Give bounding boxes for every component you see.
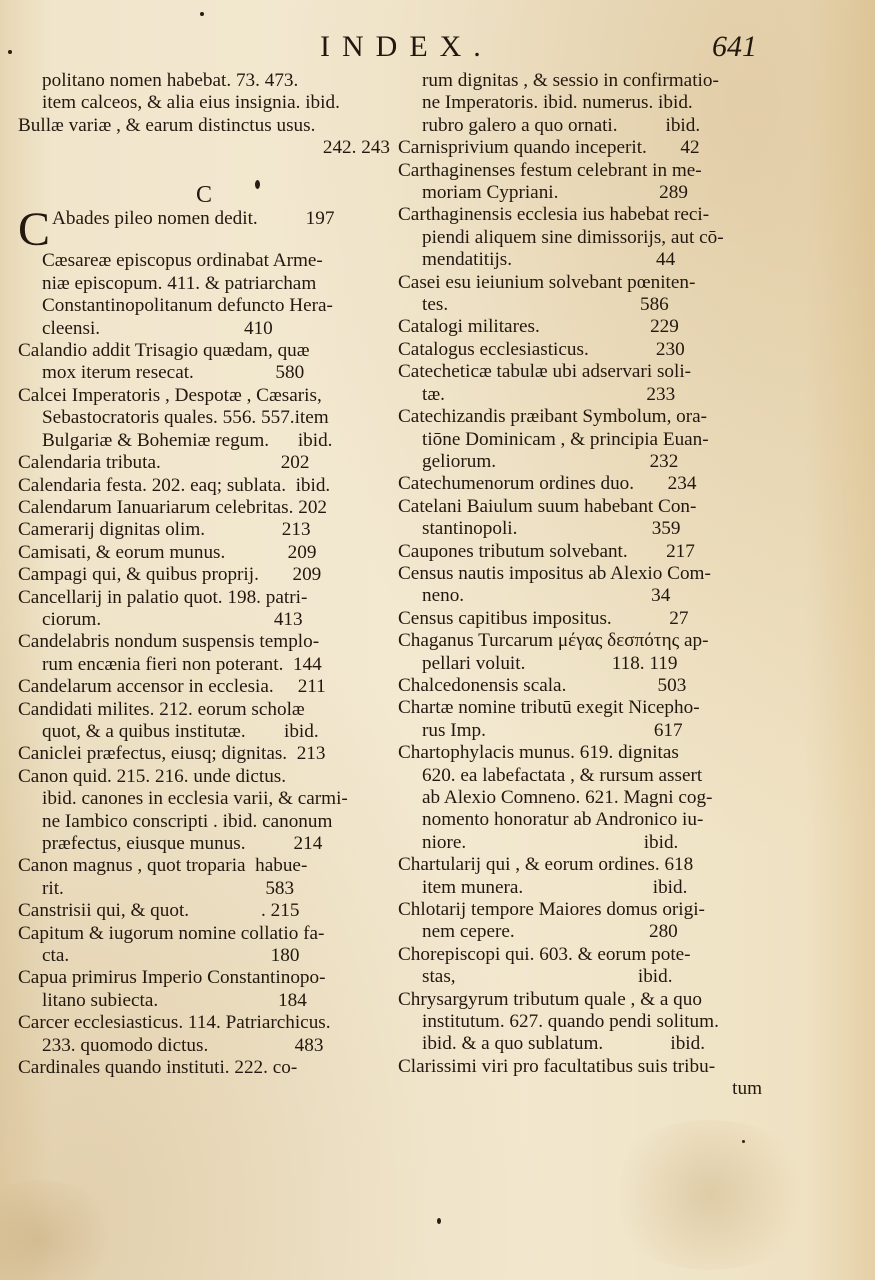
index-entry-line: ab Alexio Comneno. 621. Magni cog- <box>422 787 713 808</box>
index-entry-line: Capua primirus Imperio Constantinopo- <box>18 967 326 989</box>
index-entry-line: mendatitijs. 44 <box>422 249 676 271</box>
page-title: INDEX. <box>320 30 493 63</box>
index-entry-line: Catecheticæ tabulæ ubi adservari soli- <box>398 361 692 383</box>
index-entry-line: Capitum & iugorum nomine collatio fa- <box>18 922 325 944</box>
index-entry-line: item calceos, & alia eius insignia. ibid. <box>42 92 340 114</box>
index-entry-line <box>18 160 390 182</box>
index-entry-line: neno. 34 <box>422 585 671 607</box>
index-entry-line: nem cepere. 280 <box>422 921 678 943</box>
index-entry-line: 620. ea labefactata , & rursum assert <box>422 764 703 786</box>
index-entry-line: rit. 583 <box>42 877 295 899</box>
index-entry-line: Chartularij qui , & eorum ordines. 618 <box>398 854 694 876</box>
index-entry-line: piendi aliquem sine dimissorijs, aut cō- <box>422 226 724 248</box>
index-entry-line: Catalogus ecclesiasticus. 230 <box>398 338 685 360</box>
index-entry-line: Cardinales quando instituti. 222. co- <box>18 1057 298 1079</box>
page-header <box>0 28 875 68</box>
index-entry-line: Chaganus Turcarum μέγας δεσπότης ap- <box>398 630 709 652</box>
index-entry-line: Calendaria tributa. 202 <box>18 452 310 474</box>
index-entry-line: rubro galero a quo ornati. ibid. <box>422 114 701 136</box>
index-entry-line: Calcei Imperatoris , Despotæ , Cæsaris, <box>18 384 322 406</box>
index-entry-line: ne Imperatoris. ibid. numerus. ibid. <box>422 92 693 114</box>
index-entry-line: ne Iambico conscripti . ibid. canonum <box>42 810 333 832</box>
index-entry-line: Catalogi militares. 229 <box>398 316 679 338</box>
index-entry-line: ciorum. 413 <box>42 608 303 630</box>
index-entry-line: quot, & a quibus institutæ. ibid. <box>42 720 319 742</box>
index-entry-line: moriam Cypriani. 289 <box>422 182 688 204</box>
index-entry-line: geliorum. 232 <box>422 450 679 472</box>
ink-speck <box>8 50 12 54</box>
section-letter: C <box>195 182 212 209</box>
index-entry-line: 233. quomodo dictus. 483 <box>42 1034 324 1056</box>
index-entry-line: Caniclei præfectus, eiusq; dignitas. 213 <box>18 743 326 765</box>
ink-speck <box>255 180 260 189</box>
index-entry-line: Constantinopolitanum defuncto Hera- <box>42 295 333 317</box>
index-entry-line: tes. 586 <box>422 294 669 316</box>
index-entry-line: Carcer ecclesiasticus. 114. Patriarchicus. <box>18 1012 331 1034</box>
index-entry-line: cta. 180 <box>42 945 300 967</box>
index-entry-line: Calandio addit Trisagio quædam, quæ <box>18 340 310 362</box>
index-entry-line: Carthaginenses festum celebrant in me- <box>398 159 702 181</box>
index-entry-line: Sebastocratoris quales. 556. 557.item <box>42 407 329 429</box>
page-number: 641 <box>712 30 757 63</box>
index-entry-line: 242. 243 <box>322 137 390 159</box>
index-entry-line: litano subiecta. 184 <box>42 989 307 1011</box>
index-entry-line: nomento honoratur ab Andronico iu- <box>422 809 704 831</box>
index-entry-line: Bullæ variæ , & earum distinctus usus. <box>18 114 316 136</box>
index-entry-line: Cancellarij in palatio quot. 198. patri- <box>18 586 308 608</box>
index-entry-line: Catelani Baiulum suum habebant Con- <box>398 495 697 517</box>
index-entry-line: Casei esu ieiunium solvebant pœniten- <box>398 271 696 293</box>
index-entry-line: Camerarij dignitas olim. 213 <box>18 519 311 541</box>
index-entry-line: stas, ibid. <box>422 966 673 988</box>
index-entry-line: cleensi. 410 <box>42 317 273 339</box>
index-entry-line: Chartæ nomine tributū exegit Nicepho- <box>398 697 700 719</box>
index-entry-line: Census nautis impositus ab Alexio Com- <box>398 562 711 584</box>
index-entry-line: Canon quid. 215. 216. unde dictus. <box>18 765 287 787</box>
index-entry-line: Chlotarij tempore Maiores domus origi- <box>398 899 705 921</box>
index-entry-line: item munera. ibid. <box>422 876 688 898</box>
index-entry-line: tæ. 233 <box>422 383 676 405</box>
ink-speck <box>200 12 204 16</box>
index-column-right <box>398 70 762 1101</box>
index-entry-line <box>18 208 390 250</box>
index-entry-line: Catechizandis præibant Symbolum, ora- <box>398 406 708 428</box>
index-entry-line: Census capitibus impositus. 27 <box>398 607 689 629</box>
index-entry-line: Campagi qui, & quibus proprij. 209 <box>18 564 322 586</box>
index-entry-line: præfectus, eiusque munus. 214 <box>42 833 323 854</box>
index-entry-line: Clarissimi viri pro facultatibus suis tribu- <box>398 1055 716 1077</box>
index-entry-line: Carnisprivium quando inceperit. 42 <box>398 137 700 159</box>
index-entry-line: Canstrisii qui, & quot. . 215 <box>18 900 300 922</box>
index-entry-line: stantinopoli. 359 <box>422 518 681 540</box>
index-entry-line: Chrysargyrum tributum quale , & a quo <box>398 988 702 1010</box>
index-entry-line: rus Imp. 617 <box>422 719 683 741</box>
index-entry-line: Camisati, & eorum munus. 209 <box>18 541 317 563</box>
index-entry-line: Cæsareæ episcopus ordinabat Arme- <box>42 250 323 272</box>
ink-speck <box>437 1218 441 1224</box>
drop-cap-letter: C <box>18 208 51 251</box>
index-entry-line: politano nomen habebat. 73. 473. <box>42 70 299 91</box>
index-entry-line: tum <box>732 1078 762 1100</box>
index-entry-line: Candidati milites. 212. eorum scholæ <box>18 698 305 720</box>
index-entry-line: Calendaria festa. 202. eaq; sublata. ibid. <box>18 474 331 496</box>
index-entry-line: mox iterum resecat. 580 <box>42 362 305 384</box>
index-entry-line: Carthaginensis ecclesia ius habebat reci- <box>398 204 710 226</box>
paper-stain <box>600 1120 820 1270</box>
index-entry-line: tiōne Dominicam , & principia Euan- <box>422 428 709 450</box>
index-entry-line: ibid. canones in ecclesia varii, & carmi- <box>42 788 348 810</box>
paper-stain <box>0 1180 120 1280</box>
index-entry-line: rum encænia fieri non poterant. 144 <box>42 653 322 675</box>
index-entry-text: Abades pileo nomen dedit. 197 <box>52 208 335 230</box>
index-entry-line: ibid. & a quo sublatum. ibid. <box>422 1033 706 1055</box>
index-entry-line: Candelabris nondum suspensis templo- <box>18 631 320 653</box>
index-column-left <box>18 70 390 1079</box>
index-entry-line: niæ episcopum. 411. & patriarcham <box>42 272 317 294</box>
index-entry-line: Calendarum Ianuariarum celebritas. 202 <box>18 496 328 518</box>
index-entry-line: Chartophylacis munus. 619. dignitas <box>398 742 679 764</box>
index-entry-line: Catechumenorum ordines duo. 234 <box>398 473 697 495</box>
index-entry-line: Chorepiscopi qui. 603. & eorum pote- <box>398 943 691 965</box>
index-entry-line: Canon magnus , quot troparia habue- <box>18 855 308 877</box>
index-entry-line: Caupones tributum solvebant. 217 <box>398 540 695 562</box>
index-entry-line: institutum. 627. quando pendi solitum. <box>422 1011 719 1033</box>
index-entry-line: Chalcedonensis scala. 503 <box>398 674 687 696</box>
index-entry-line: pellari voluit. 118. 119 <box>422 652 678 674</box>
index-entry-line: niore. ibid. <box>422 831 679 853</box>
index-entry-line: Bulgariæ & Bohemiæ regum. ibid. <box>42 429 333 451</box>
index-entry-line: rum dignitas , & sessio in confirmatio- <box>422 70 719 91</box>
index-entry-line: Candelarum accensor in ecclesia. 211 <box>18 676 326 698</box>
